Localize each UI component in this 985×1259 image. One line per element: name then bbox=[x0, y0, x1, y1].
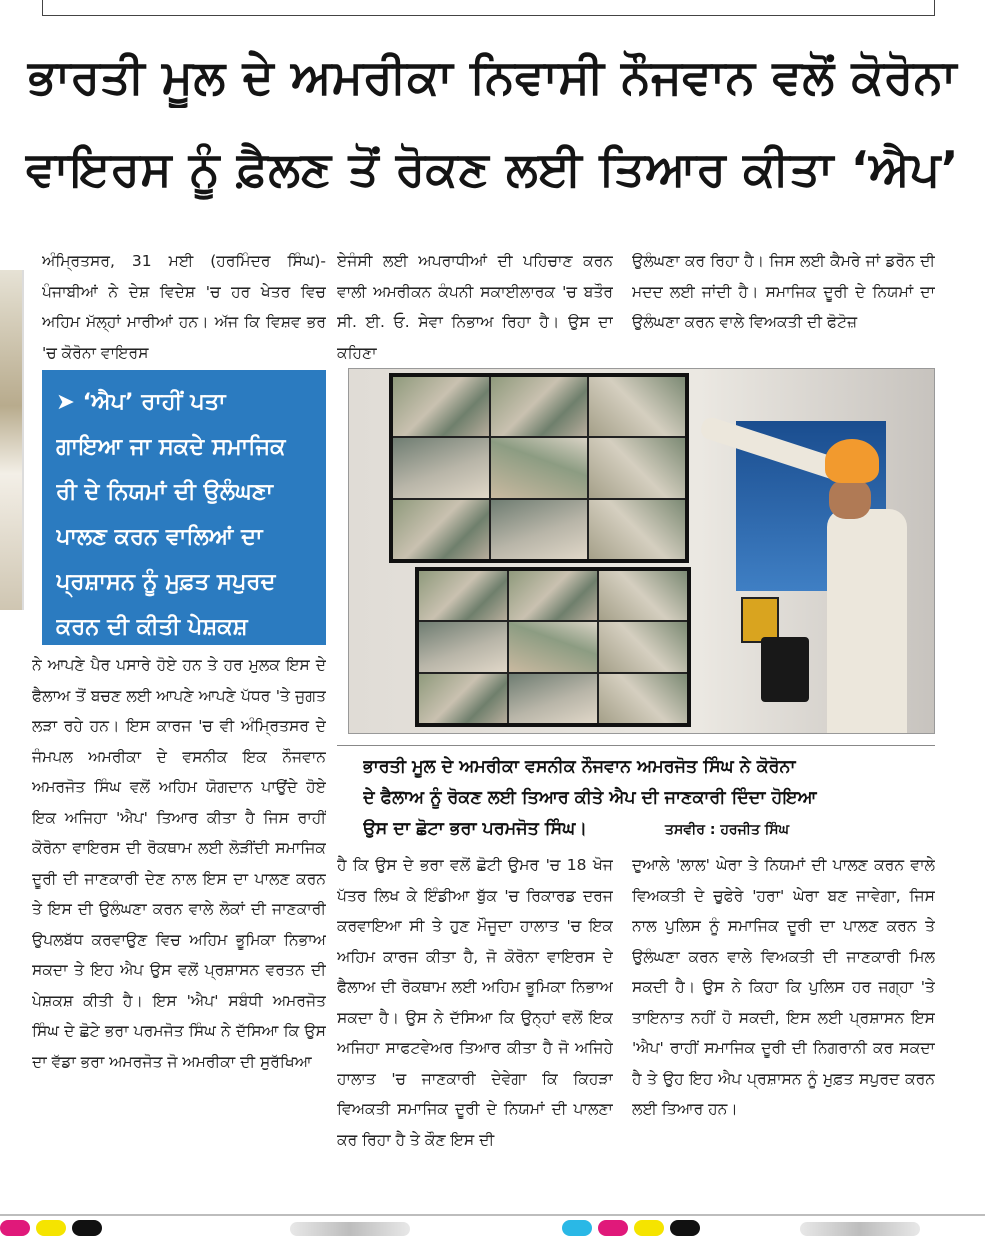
article-column-3-top bbox=[632, 246, 935, 368]
article-text: ਏਜੰਸੀ ਲਈ ਅਪਰਾਧੀਆਂ ਦੀ ਪਹਿਚਾਣ ਕਰਨ ਵਾਲੀ ਅਮਰੀਕਨ ਕੰਪਨੀ ਸਕਾਈਲਾਰਕ 'ਚ ਬਤੌਰ ਸੀ. ਈ. ਓ. ਸੇਵਾ ਨਿਭਾਅ ਰਿਹਾ ਹੈ। ਉਸ ਦਾ ਕਹਿਣਾ bbox=[337, 252, 613, 362]
adjacent-photo-strip bbox=[0, 270, 24, 610]
caption-line bbox=[363, 814, 929, 846]
article-text: ਹੈ ਕਿ ਉਸ ਦੇ ਭਰਾ ਵਲੋਂ ਛੋਟੀ ਉਮਰ 'ਚ 18 ਖੋਜ ਪੱਤਰ ਲਿਖ ਕੇ ਇੰਡੀਆ ਬੁੱਕ 'ਚ ਰਿਕਾਰਡ ਦਰਜ ਕਰਵਾਇਆ ਸੀ ਤੇ ਹੁਣ ਮੌਜੂਦਾ ਹਾਲਾਤ 'ਚ ਇਕ ਅਹਿਮ ਕਾਰਜ ਕੀਤਾ ਹੈ, ਜੋ ਕੋਰੋਨਾ ਵਾਇਰਸ ਦੇ ਫੈਲਾਅ ਦੀ ਰੋਕਥਾਮ ਲਈ ਅਹਿਮ ਭੂਮਿਕਾ ਨਿਭਾਅ ਸਕਦਾ ਹੈ। ਉਸ ਨੇ ਦੱਸਿਆ ਕਿ ਉਨ੍ਹਾਂ ਵਲੋਂ ਇਕ ਅਜਿਹਾ ਸਾਫਟਵੇਅਰ ਤਿਆਰ ਕੀਤਾ ਹੈ ਜੋ ਅਜਿਹੇ ਹਾਲਾਤ 'ਚ ਜਾਣਕਾਰੀ ਦੇਵੇਗਾ ਕਿ ਕਿਹੜਾ ਵਿਅਕਤੀ ਸਮਾਜਿਕ ਦੂਰੀ ਦੇ ਨਿਯਮਾਂ ਦੀ ਪਾਲਣਾ ਕਰ ਰਿਹਾ ਹੈ ਤੇ ਕੌਣ ਇਸ ਦੀ bbox=[337, 856, 613, 1149]
article-column-1-top bbox=[42, 246, 326, 368]
callout-line: ਰੀ ਦੇ ਨਿਯਮਾਂ ਦੀ ਉਲੰਘਣਾ bbox=[56, 479, 273, 505]
turban bbox=[825, 439, 879, 483]
callout-line: ਪ੍ਰਸ਼ਾਸਨ ਨੂੰ ਮੁਫ਼ਤ ਸਪੁਰਦ bbox=[56, 569, 276, 595]
article-text: ਨੇ ਆਪਣੇ ਪੈਰ ਪਸਾਰੇ ਹੋਏ ਹਨ ਤੇ ਹਰ ਮੁਲਕ ਇਸ ਦੇ ਫੈਲਾਅ ਤੋਂ ਬਚਣ ਲਈ ਆਪਣੇ ਆਪਣੇ ਪੱਧਰ 'ਤੇ ਜੁਗਤ ਲੜਾ ਰਹੇ ਹਨ। ਇਸ ਕਾਰਜ 'ਚ ਵੀ ਅੰਮ੍ਰਿਤਸਰ ਦੇ ਜੰਮਪਲ ਅਮਰੀਕਾ ਦੇ ਵਸਨੀਕ ਇਕ ਨੌਜਵਾਨ ਅਮਰਜੋਤ ਸਿੰਘ ਵਲੋਂ ਅਹਿਮ ਯੋਗਦਾਨ ਪਾਉਂਦੇ ਹੋਏ ਇਕ ਅਜਿਹਾ 'ਐਪ' ਤਿਆਰ ਕੀਤਾ ਹੈ ਜਿਸ ਰਾਹੀਂ ਕੋਰੋਨਾ ਵਾਇਰਸ ਦੀ ਰੋਕਥਾਮ ਲਈ ਲੋੜੀਂਦੀ ਸਮਾਜਿਕ ਦੂਰੀ ਦੀ ਜਾਣਕਾਰੀ ਦੇਣ ਨਾਲ ਇਸ ਦਾ ਪਾਲਣ ਕਰਨ ਤੇ ਇਸ ਦੀ ਉਲੰਘਣਾ ਕਰਨ ਵਾਲੇ ਲੋਕਾਂ ਦੀ ਜਾਣਕਾਰੀ ਉਪਲਬੱਧ ਕਰਵਾਉਣ ਵਿਚ ਅਹਿਮ ਭੂਮਿਕਾ ਨਿਭਾਅ ਸਕਦਾ ਤੇ ਇਹ ਐਪ ਉਸ ਵਲੋਂ ਪ੍ਰਸ਼ਾਸਨ ਵਰਤਨ ਦੀ ਪੇਸ਼ਕਸ਼ ਕੀਤੀ ਹੈ। ਇਸ 'ਐਪ' ਸਬੰਧੀ ਅਮਰਜੋਤ ਸਿੰਘ ਦੇ ਛੋਟੇ ਭਰਾ ਪਰਮਜੋਤ ਸਿੰਘ ਨੇ ਦੱਸਿਆ ਕਿ ਉਸ ਦਾ ਵੱਡਾ ਭਰਾ ਅਮਰਜੋਤ ਜੋ ਅਮਰੀਕਾ ਦੀ ਸੁਰੱਖਿਆ bbox=[32, 656, 326, 1071]
top-border-box bbox=[42, 0, 935, 16]
callout-line: ਪਾਲਣ ਕਰਨ ਵਾਲਿਆਂ ਦਾ bbox=[56, 524, 263, 550]
surveillance-screen-upper bbox=[389, 373, 689, 563]
bottom-rule bbox=[0, 1214, 985, 1216]
news-photo bbox=[348, 368, 935, 734]
article-column-2-top bbox=[337, 246, 613, 368]
highlight-callout-box bbox=[42, 370, 326, 645]
caption-line: ਦੇ ਫੈਲਾਅ ਨੂੰ ਰੋਕਣ ਲਈ ਤਿਆਰ ਕੀਤੇ ਐਪ ਦੀ ਜਾਣਕਾਰੀ ਦਿੰਦਾ ਹੋਇਆ bbox=[363, 788, 817, 808]
caption-divider bbox=[337, 745, 935, 746]
reg-dot-black bbox=[72, 1220, 102, 1236]
reg-dot-black bbox=[670, 1220, 700, 1236]
callout-line: ➤ ‘ਐਪ’ ਰਾਹੀਂ ਪਤਾ bbox=[56, 389, 226, 415]
reg-dot-cyan bbox=[562, 1220, 592, 1236]
article-column-1-bottom bbox=[32, 650, 326, 1200]
article-text: ਦੁਆਲੇ 'ਲਾਲ' ਘੇਰਾ ਤੇ ਨਿਯਮਾਂ ਦੀ ਪਾਲਣ ਕਰਨ ਵਾਲੇ ਵਿਅਕਤੀ ਦੇ ਚੁਫੇਰੇ 'ਹਰਾ' ਘੇਰਾ ਬਣ ਜਾਵੇਗਾ, ਜਿਸ ਨਾਲ ਪੁਲਿਸ ਨੂੰ ਸਮਾਜਿਕ ਦੂਰੀ ਦਾ ਪਾਲਣ ਕਰਨ ਤੇ ਉਲੰਘਣਾ ਕਰਨ ਵਾਲੇ ਵਿਅਕਤੀ ਦੀ ਜਾਣਕਾਰੀ ਮਿਲ ਸਕਦੀ ਹੈ। ਉਸ ਨੇ ਕਿਹਾ ਕਿ ਪੁਲਿਸ ਹਰ ਜਗ੍ਹਾ 'ਤੇ ਤਾਇਨਾਤ ਨਹੀਂ ਹੋ ਸਕਦੀ, ਇਸ ਲਈ ਪ੍ਰਸ਼ਾਸਨ ਇਸ 'ਐਪ' ਰਾਹੀਂ ਸਮਾਜਿਕ ਦੂਰੀ ਦੀ ਨਿਗਰਾਨੀ ਕਰ ਸਕਦਾ ਹੈ ਤੇ ਉਹ ਇਹ ਐਪ ਪ੍ਰਸ਼ਾਸਨ ਨੂੰ ਮੁਫ਼ਤ ਸਪੁਰਦ ਕਰਨ ਲਈ ਤਿਆਰ ਹਨ। bbox=[632, 856, 935, 1118]
photo-credit: ਤਸਵੀਰ : ਹਰਜੀਤ ਸਿੰਘ bbox=[665, 822, 790, 838]
article-text: ਅੰਮ੍ਰਿਤਸਰ, 31 ਮਈ (ਹਰਮਿੰਦਰ ਸਿੰਘ)-ਪੰਜਾਬੀਆਂ ਨੇ ਦੇਸ਼ ਵਿਦੇਸ਼ 'ਚ ਹਰ ਖੇਤਰ ਵਿਚ ਅਹਿਮ ਮੱਲ੍ਹਾਂ ਮਾਰੀਆਂ ਹਨ। ਅੱਜ ਕਿ ਵਿਸ਼ਵ ਭਰ 'ਚ ਕੋਰੋਨਾ ਵਾਇਰਸ bbox=[42, 252, 326, 362]
surveillance-screen-lower bbox=[415, 567, 691, 727]
reg-dot-yellow bbox=[634, 1220, 664, 1236]
callout-line: ਕਰਨ ਦੀ ਕੀਤੀ ਪੇਸ਼ਕਸ਼ bbox=[56, 614, 248, 640]
reg-dot-magenta bbox=[0, 1220, 30, 1236]
caption-line: ਭਾਰਤੀ ਮੂਲ ਦੇ ਅਮਰੀਕਾ ਵਸਨੀਕ ਨੌਜਵਾਨ ਅਮਰਜੋਤ ਸਿੰਘ ਨੇ ਕੋਰੋਨਾ bbox=[363, 757, 796, 777]
person-face bbox=[829, 479, 871, 519]
headline-line-2: ਵਾਇਰਸ ਨੂੰ ਫ਼ੈਲਣ ਤੋਂ ਰੋਕਣ ਲਈ ਤਿਆਰ ਕੀਤਾ ‘ਐਪ’ bbox=[25, 142, 960, 197]
speaker bbox=[761, 637, 809, 702]
person bbox=[827, 509, 907, 734]
reg-dot-magenta bbox=[598, 1220, 628, 1236]
article-column-3-bottom bbox=[632, 850, 935, 1200]
article-text: ਉਲੰਘਣਾ ਕਰ ਰਿਹਾ ਹੈ। ਜਿਸ ਲਈ ਕੈਮਰੇ ਜਾਂ ਡਰੋਨ ਦੀ ਮਦਦ ਲਈ ਜਾਂਦੀ ਹੈ। ਸਮਾਜਿਕ ਦੂਰੀ ਦੇ ਨਿਯਮਾਂ ਦਾ ਉਲੰਘਣਾ ਕਰਨ ਵਾਲੇ ਵਿਅਕਤੀ ਦੀ ਫੋਟੋਜ਼ bbox=[632, 252, 935, 331]
registration-marks-left bbox=[0, 1220, 102, 1238]
registration-marks-right bbox=[562, 1220, 700, 1238]
headline-line-1: ਭਾਰਤੀ ਮੂਲ ਦੇ ਅਮਰੀਕਾ ਨਿਵਾਸੀ ਨੌਜਵਾਨ ਵਲੋਂ ਕੋਰੋਨਾ bbox=[28, 50, 957, 105]
reg-dot-yellow bbox=[36, 1220, 66, 1236]
caption-text: ਉਸ ਦਾ ਛੋਟਾ ਭਰਾ ਪਰਮਜੋਤ ਸਿੰਘ। bbox=[363, 819, 588, 839]
article-column-2-bottom bbox=[337, 850, 613, 1200]
print-oval-left bbox=[290, 1222, 410, 1236]
photo-caption bbox=[363, 752, 929, 846]
callout-line: ਗਾਇਆ ਜਾ ਸਕਦੇ ਸਮਾਜਿਕ bbox=[56, 434, 286, 460]
print-oval-right bbox=[800, 1222, 920, 1236]
